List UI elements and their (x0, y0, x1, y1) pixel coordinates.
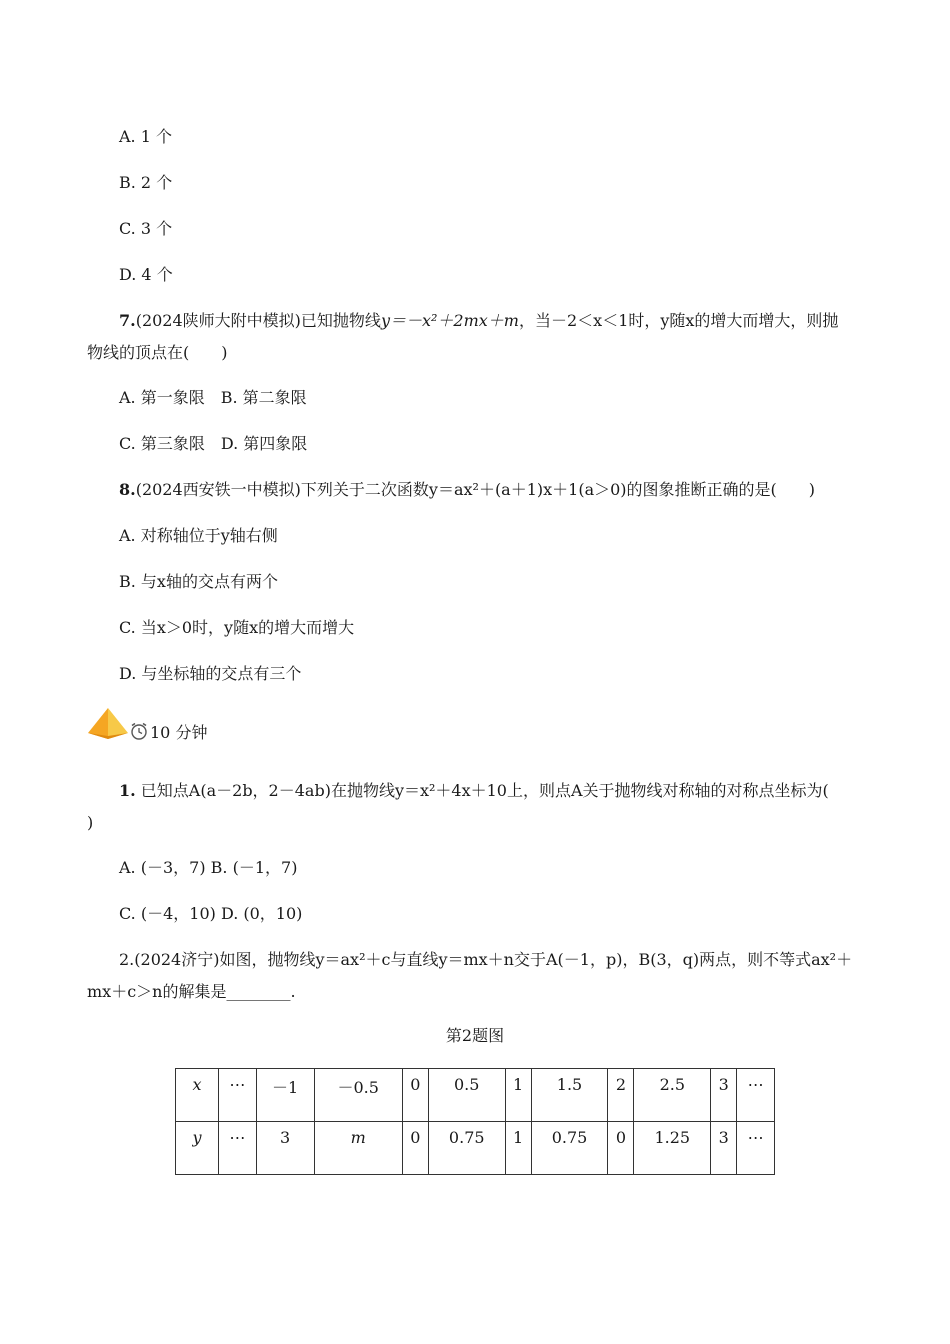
table-cell: 3 (711, 1122, 737, 1175)
figure-caption: 第2题图 (445, 1026, 505, 1045)
table-cell: 1.25 (634, 1122, 711, 1175)
q7-question: 7.(2024陕师大附中模拟)已知抛物线y＝－x²＋2mx＋m，当－2＜x＜1时，y随x的增大而增大，则抛 (119, 311, 839, 330)
table-header-x: x (176, 1069, 219, 1122)
table-cell: 1.5 (531, 1069, 608, 1122)
table-cell: 2.5 (634, 1069, 711, 1122)
table-header-y: y (176, 1122, 219, 1175)
table-cell: 2 (608, 1069, 634, 1122)
pyramid-icon (86, 706, 130, 742)
table-cell: 3 (256, 1122, 314, 1175)
q7-options-row2: C. 第三象限 D. 第四象限 (119, 434, 308, 453)
p1-number: 1. (119, 781, 136, 800)
q7-condition: 当－2＜x＜1时，y随x的增大而增大，则抛 (534, 311, 839, 330)
table-cell: m (314, 1122, 402, 1175)
q7-source: (2024陕师大附中模拟) (135, 311, 301, 330)
table-cell: ⋯ (737, 1069, 775, 1122)
q8-option-d: D. 与坐标轴的交点有三个 (119, 664, 302, 683)
table-row-x (176, 1069, 775, 1122)
q8-option-b: B. 与x轴的交点有两个 (119, 572, 278, 591)
table-cell: 1 (505, 1122, 531, 1175)
q8-option-a: A. 对称轴位于y轴右侧 (119, 526, 278, 545)
table-cell: 0.75 (428, 1122, 505, 1175)
table-cell: 0.75 (531, 1122, 608, 1175)
q8-text: 下列关于二次函数y＝ax²＋(a＋1)x＋1(a＞0)的图象推断正确的是( ) (300, 480, 816, 499)
q7-text: 已知抛物线 (300, 311, 381, 330)
q8-option-c: C. 当x＞0时，y随x的增大而增大 (119, 618, 355, 637)
q8-number: 8. (119, 480, 136, 499)
table-cell: 3 (711, 1069, 737, 1122)
p2-question-cont: mx＋c＞n的解集是________. (87, 982, 296, 1001)
table-cell: －1 (256, 1069, 314, 1122)
q6-option-a: A. 1 个 (119, 127, 172, 146)
table-cell: ⋯ (219, 1069, 257, 1122)
time-label: 10 分钟 (150, 723, 208, 742)
q7-options-row1: A. 第一象限 B. 第二象限 (119, 388, 307, 407)
p1-text: 已知点A(a－2b，2－4ab)在抛物线y＝x²＋4x＋10上，则点A关于抛物线对称轴的对称点坐标为( (140, 781, 829, 800)
table-cell: 0 (608, 1122, 634, 1175)
alarm-clock-icon (129, 721, 149, 741)
p1-question (119, 780, 829, 802)
p2-question: 2.(2024济宁)如图，抛物线y＝ax²＋c与直线y＝mx＋n交于A(－1，p)，B(3，q)两点，则不等式ax²＋ (119, 950, 853, 969)
table-cell: 1 (505, 1069, 531, 1122)
table-cell: ⋯ (737, 1122, 775, 1175)
q8-question (119, 479, 815, 501)
table-cell: 0.5 (428, 1069, 505, 1122)
table-cell: 0 (402, 1122, 428, 1175)
q7-function: y＝－x²＋2mx＋m (380, 311, 519, 330)
p1-options-row1: A. (－3，7) B. (－1，7) (119, 858, 298, 877)
q7-question-cont: 物线的顶点在( ) (87, 343, 228, 362)
q8-source: (2024西安铁一中模拟) (135, 480, 301, 499)
q6-option-b: B. 2 个 (119, 173, 173, 192)
table-cell: 0 (402, 1069, 428, 1122)
q7-number: 7. (119, 311, 136, 330)
p1-options-row2: C. (－4，10) D. (0，10) (119, 904, 303, 923)
table-row-y (176, 1122, 775, 1175)
table-cell: ⋯ (219, 1122, 257, 1175)
p1-question-cont: ) (87, 813, 94, 832)
q6-option-d: D. 4 个 (119, 265, 173, 284)
q6-option-c: C. 3 个 (119, 219, 173, 238)
value-table (175, 1068, 775, 1175)
table-cell: －0.5 (314, 1069, 402, 1122)
